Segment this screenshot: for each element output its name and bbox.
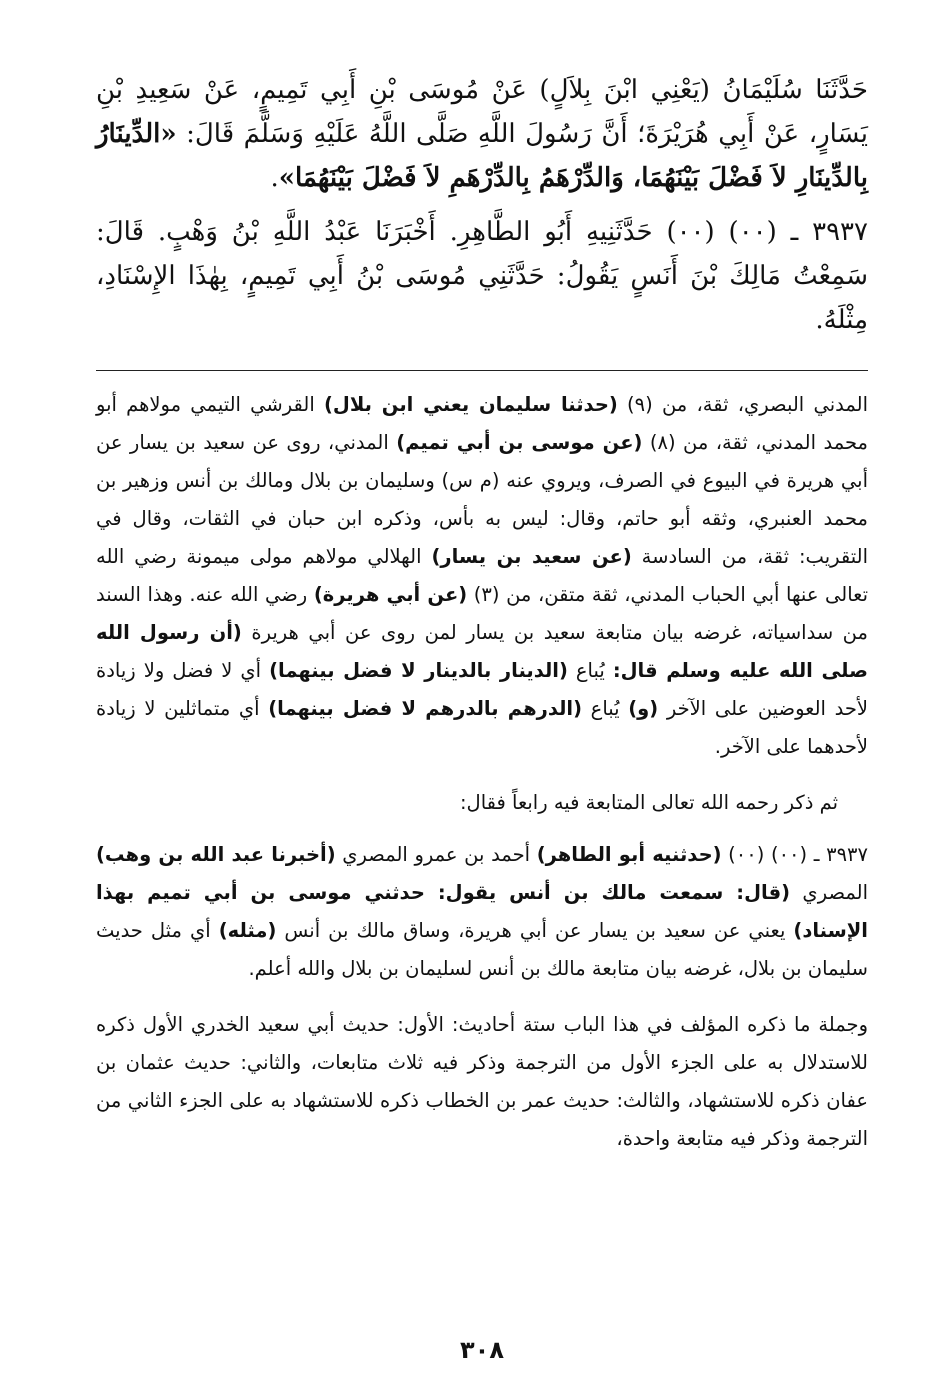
- bold-quoted-text: (الدينار بالدينار لا فضل بينهما): [269, 659, 568, 682]
- commentary-text: المدني البصري، ثقة، من (٩): [617, 393, 868, 416]
- commentary-paragraph-3: [96, 836, 868, 988]
- bold-quoted-text: (قال: سمعت مالك بن أنس يقول: حدثني موسى بن أبي تميم بهذا الإسناد): [96, 881, 868, 942]
- hadith-text: [96, 68, 868, 342]
- commentary-text: وجملة ما ذكره المؤلف في هذا الباب ستة أحاديث: الأول: حديث أبي سعيد الخدري الأول ذكره للاستدلال به على الجزء الأول من الترجمة وذكر فيه ثلاث متابعات، والثاني: حديث عثمان بن عفان ذكره للاستشهاد، والثالث: حديث عمر بن الخطاب ذكره للاستشهاد به على الجزء الثاني من الترجمة وذكر فيه متابعة واحدة،: [96, 1013, 868, 1150]
- hadith-3936-end: .: [270, 163, 279, 193]
- bold-quoted-text: (أخبرنا عبد الله بن وهب): [96, 843, 336, 866]
- commentary-text: المصري: [790, 881, 868, 904]
- hadith-3936-matn: «الدِّينَارُ بِالدِّينَارِ لاَ فَضْلَ بَيْنَهُمَا، وَالدِّرْهَمُ بِالدِّرْهَمِ لاَ فَضْلَ بَيْنَهُمَا»: [96, 119, 868, 193]
- bold-quoted-text: (مثله): [218, 919, 277, 942]
- commentary-text: القرشي التيمي مولاهم أبو محمد المدني، ثقة، من (٨): [96, 393, 868, 454]
- hadith-3937: ٣٩٣٧ ـ (٠٠) (٠٠) حَدَّثَنِيهِ أَبُو الطَّاهِرِ. أَخْبَرَنَا عَبْدُ اللَّهِ بْنُ وَهْبٍ. قَالَ: سَمِعْتُ مَالِكَ بْنَ أَنَسٍ يَقُولُ: حَدَّثَنِي مُوسَى بْنُ أَبِي تَمِيمٍ، بِهٰذَا الإِسْنَادِ، مِثْلَهُ.: [96, 217, 868, 335]
- commentary-text: ثم ذكر رحمه الله تعالى المتابعة فيه رابعاً فقال:: [459, 791, 838, 814]
- bold-quoted-text: (و): [628, 697, 659, 720]
- commentary-text: الهلالي مولاهم مولى ميمونة رضي الله تعالى عنها أبي الحباب المدني، ثقة متقن، من (٣): [96, 545, 869, 606]
- commentary: [96, 386, 868, 1176]
- commentary-text: المدني، روى عن سعيد بن يسار عن أبي هريرة في البيوع في الصرف، ويروي عنه (م س) وسليمان بن بلال ومالك بن أنس وزهير بن محمد العنبري، وثقه أبو حاتم، وقال: ليس به بأس، وذكره ابن حبان في الثقات، وقال في التقريب: ثقة، من السادسة: [96, 431, 868, 568]
- commentary-paragraph-4: [96, 1006, 868, 1158]
- hadith-3936-chain: حَدَّثَنَا سُلَيْمَانُ (يَعْنِي ابْنَ بِلاَلٍ) عَنْ مُوسَى بْنِ أَبِي تَمِيمٍ، عَنْ سَعِيدِ بْنِ يَسَارٍ، عَنْ أَبِي هُرَيْرَةَ؛ أَنَّ رَسُولَ اللَّهِ صَلَّى اللَّهُ عَلَيْهِ وَسَلَّمَ قَالَ:: [96, 75, 868, 149]
- commentary-text: أي لا فضل ولا زيادة لأحد العوضين على الآخر: [96, 659, 868, 720]
- hadith-3936-continuation: [96, 68, 868, 200]
- footnote-divider: [96, 370, 868, 371]
- bold-quoted-text: (حدثنيه أبو الطاهر): [536, 843, 722, 866]
- commentary-paragraph-1: [96, 386, 868, 766]
- page-number: ٣٠٨: [460, 1336, 504, 1364]
- commentary-text: أي مثل حديث سليمان بن بلال، غرضه بيان متابعة مالك بن أنس لسليمان بن بلال والله أعلم.: [96, 919, 868, 980]
- commentary-text: يُباع: [567, 659, 613, 682]
- bold-quoted-text: (حدثنا سليمان يعني ابن بلال): [323, 393, 618, 416]
- bold-quoted-text: (أن رسول الله صلى الله عليه وسلم قال:: [96, 621, 868, 682]
- bold-quoted-text: (عن أبي هريرة): [313, 583, 468, 606]
- commentary-text: أحمد بن عمرو المصري: [335, 843, 537, 866]
- bold-quoted-text: (الدرهم بالدرهم لا فضل بينهما): [268, 697, 583, 720]
- commentary-text: ٣٩٣٧ ـ (٠٠) (٠٠): [721, 843, 868, 866]
- commentary-text: يعني عن سعيد بن يسار عن أبي هريرة، وساق مالك بن أنس: [276, 919, 794, 942]
- commentary-text: أي متماثلين لا زيادة لأحدهما على الآخر.: [96, 697, 868, 758]
- book-page: [96, 68, 869, 1364]
- commentary-paragraph-2: [96, 784, 868, 822]
- bold-quoted-text: (عن موسى بن أبي تميم): [396, 431, 643, 454]
- commentary-text: رضي الله عنه. وهذا السند من سداسياته، غرضه بيان متابعة سعيد بن يسار لمن روى عن أبي هريرة: [96, 583, 868, 644]
- commentary-text: يُباع: [582, 697, 629, 720]
- bold-quoted-text: (عن سعيد بن يسار): [431, 545, 632, 568]
